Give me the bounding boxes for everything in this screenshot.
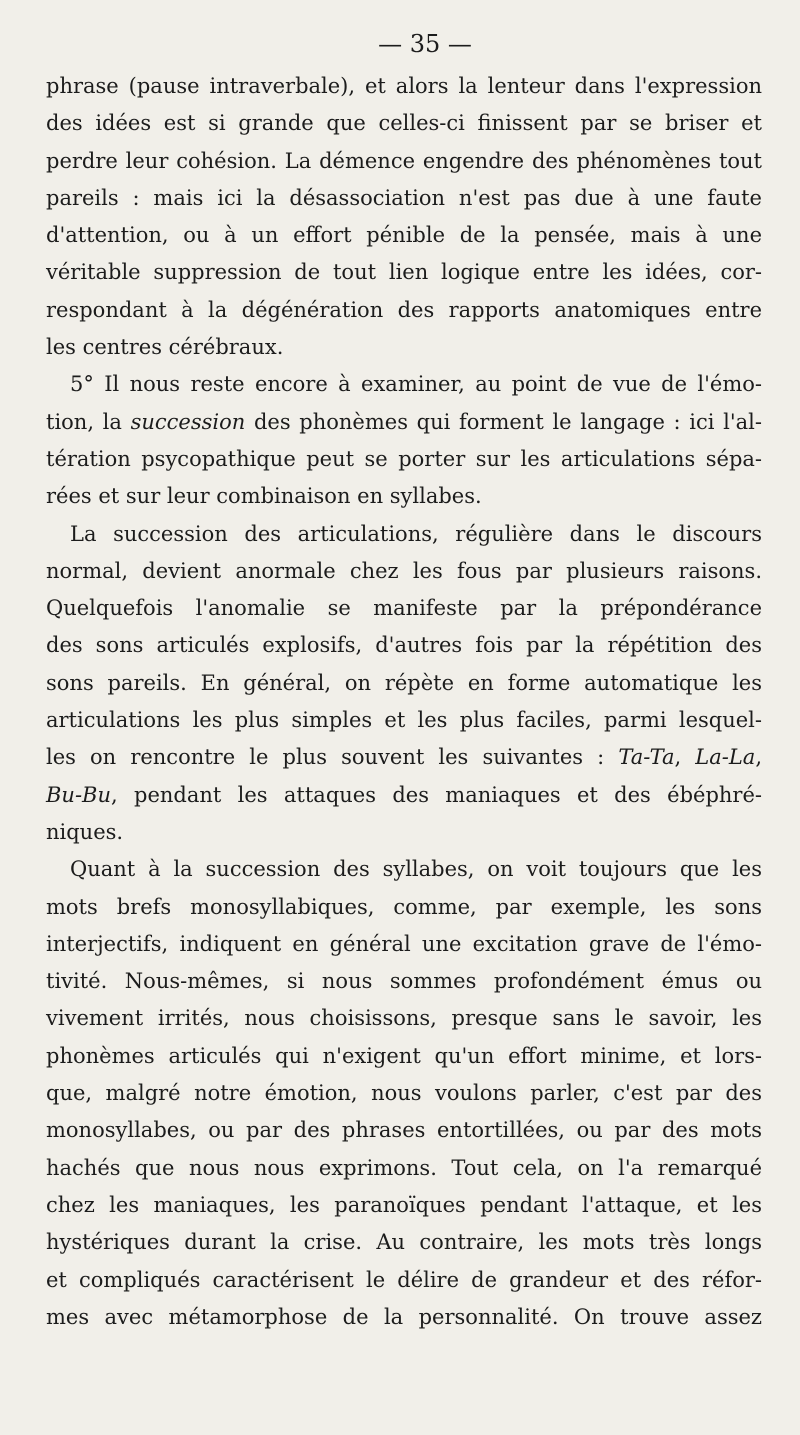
text-line: articulations les plus simples et les plus faciles, parmi lesquel- (46, 708, 762, 733)
text-line: que, malgré notre émotion, nous voulons parler, c'est par des (46, 1081, 762, 1106)
text-line: chez les maniaques, les paranoïques pendant l'attaque, et les (46, 1192, 762, 1217)
text-line (46, 739, 762, 776)
text-line: interjectifs, indiquent en général une excitation grave de l'émo- (46, 931, 762, 956)
text-line: Quelquefois l'anomalie se manifeste par la prépondérance (46, 596, 762, 621)
text-line: La succession des articulations, régulière dans le discours (70, 521, 762, 546)
text-line (46, 404, 762, 441)
italic-term: succession (130, 409, 246, 434)
text-line: pareils : mais ici la désassociation n'est pas due à une faute (46, 185, 762, 210)
text-line (46, 777, 762, 814)
text-line: des sons articulés explosifs, d'autres fois par la répétition des (46, 633, 762, 658)
italic-term: Ta-Ta (618, 745, 675, 770)
text-line: phonèmes articulés qui n'exigent qu'un effort minime, et lors- (46, 1043, 762, 1068)
text-run: les on rencontre le plus souvent les suivantes : (46, 745, 619, 770)
text-line: sons pareils. En général, on répète en forme automatique les (46, 670, 762, 695)
text-line: phrase (pause intraverbale), et alors la lenteur dans l'expression (46, 74, 762, 98)
italic-term: Bu-Bu (46, 782, 112, 807)
text-line: véritable suppression de tout lien logique entre les idées, cor- (46, 260, 762, 285)
text-line: Quant à la succession des syllabes, on voit toujours que les (70, 857, 762, 882)
text-line: perdre leur cohésion. La démence engendre des phénomènes tout (46, 148, 762, 173)
text-line: tération psycopathique peut se porter sur les articulations sépa- (46, 446, 762, 471)
text-line: d'attention, ou à un effort pénible de la pensée, mais à une (46, 223, 762, 248)
body-text (46, 68, 762, 1336)
text-run: des phonèmes qui forment le langage : ici l'al- (245, 409, 762, 434)
book-page (46, 28, 762, 1336)
page-number: — 35 — (378, 30, 472, 58)
text-line: tivité. Nous-mêmes, si nous sommes profondément émus ou (46, 969, 762, 994)
italic-term: La-La (695, 745, 756, 770)
text-line: et compliqués caractérisent le délire de grandeur et des réfor- (46, 1267, 762, 1292)
text-run: , (674, 745, 696, 770)
text-run: , (755, 745, 762, 770)
text-line: monosyllabes, ou par des phrases entortillées, ou par des mots (46, 1118, 762, 1143)
text-line: niques. (46, 819, 124, 844)
text-line: vivement irrités, nous choisissons, presque sans le savoir, les (46, 1006, 762, 1031)
text-run: , pendant les attaques des maniaques et des ébéphré- (111, 782, 762, 807)
text-line: respondant à la dégénération des rapports anatomiques entre (46, 297, 762, 322)
text-line: mes avec métamorphose de la personnalité. On trouve assez (46, 1304, 762, 1329)
text-line: rées et sur leur combinaison en syllabes. (46, 484, 482, 509)
text-line: 5° Il nous reste encore à examiner, au point de vue de l'émo- (70, 372, 762, 397)
text-run: tion, la (46, 409, 131, 434)
text-line: normal, devient anormale chez les fous par plusieurs raisons. (46, 558, 762, 583)
text-line: des idées est si grande que celles-ci finissent par se briser et (46, 111, 762, 136)
text-line: hystériques durant la crise. Au contraire, les mots très longs (46, 1230, 762, 1255)
text-line: hachés que nous nous exprimons. Tout cela, on l'a remarqué (46, 1155, 762, 1180)
text-line: les centres cérébraux. (46, 335, 284, 360)
text-line: mots brefs monosyllabiques, comme, par exemple, les sons (46, 894, 762, 919)
